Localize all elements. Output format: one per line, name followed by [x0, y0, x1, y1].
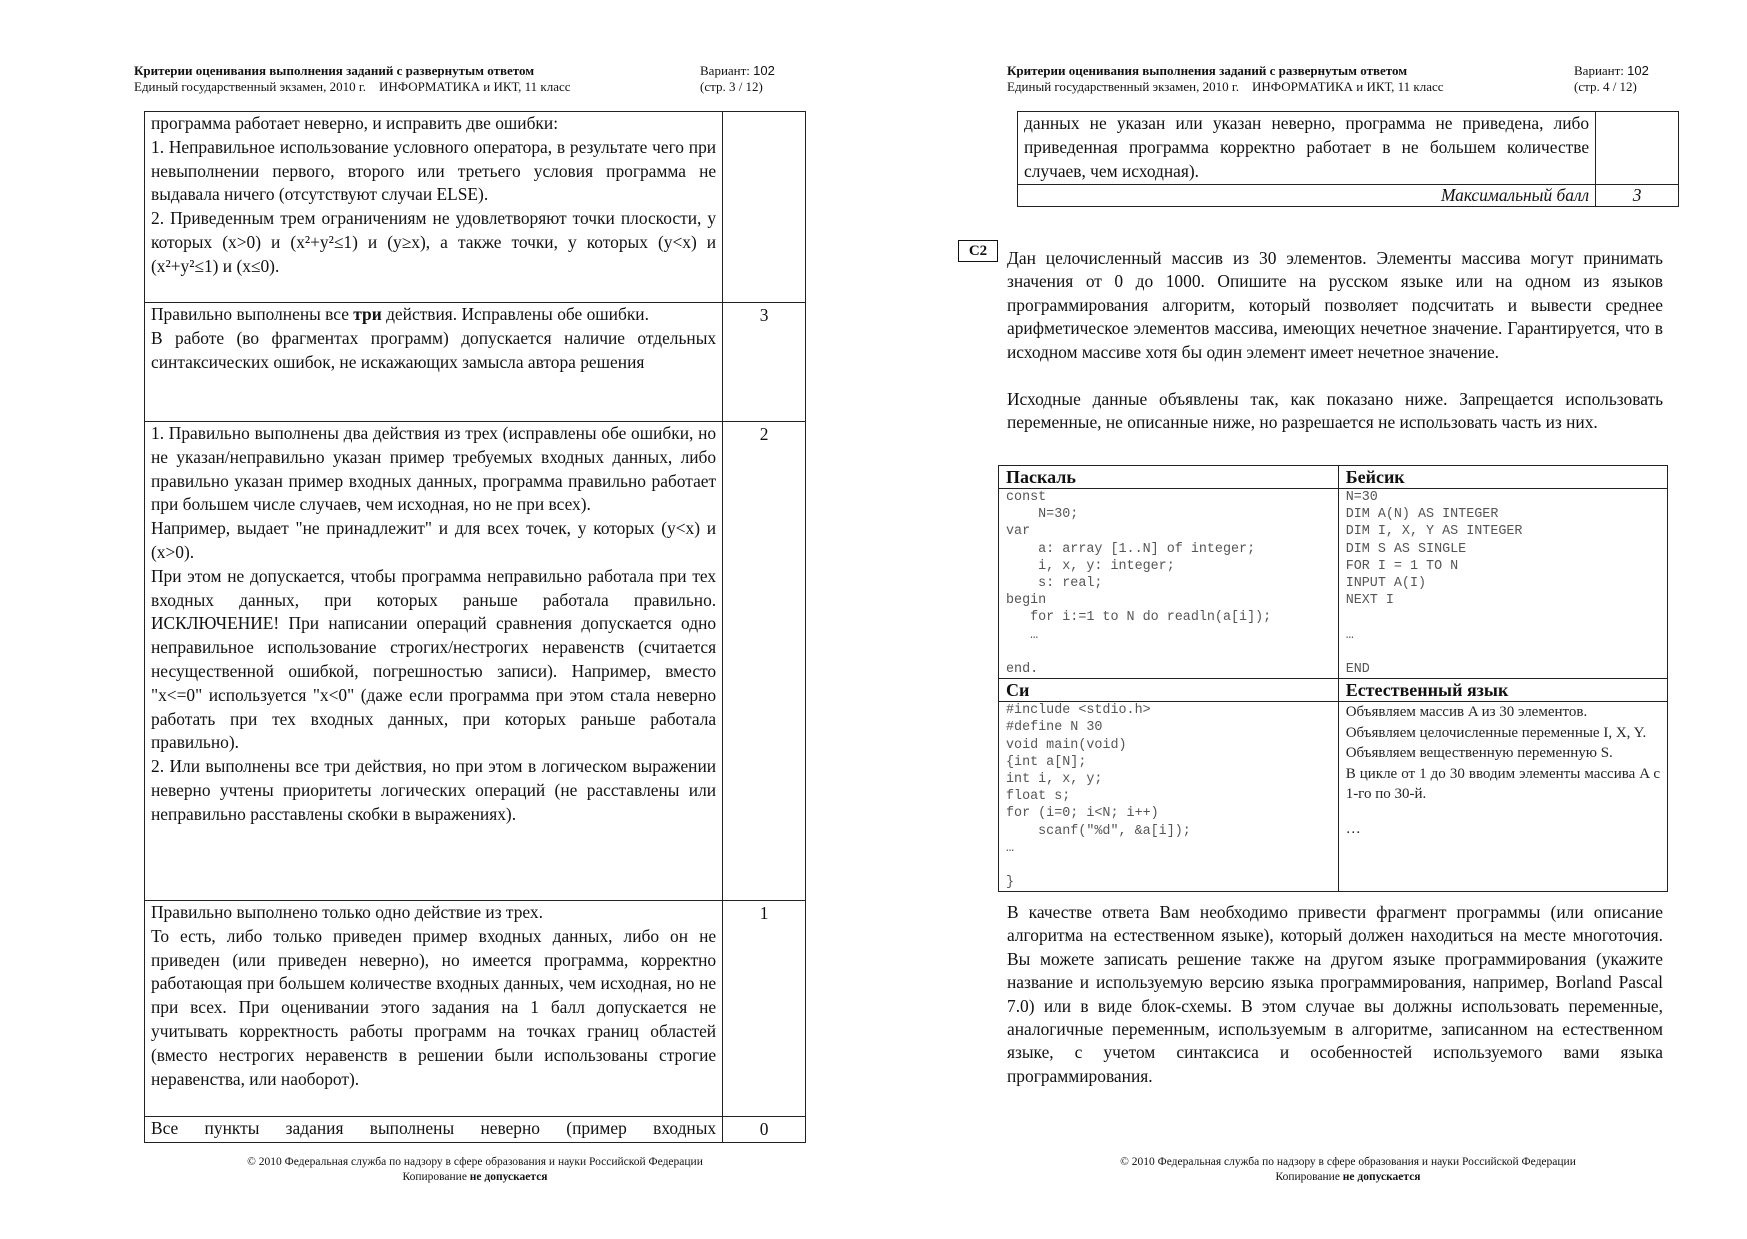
left-page	[0, 0, 870, 1239]
task-constraints: Исходные данные объявлены так, как показано ниже. Запрещается использовать переменные, не описанные ниже, но разрешается не использовать часть из них.	[1007, 389, 1663, 433]
row-text: 2. Или выполнены все три действия, но при этом в логическом выражении неверно учтены приоритеты логических операций (не расставлены или неправильно расставлены скобки в выражениях).	[151, 756, 717, 824]
natural-line: Объявляем вещественную переменную S.	[1345, 745, 1613, 762]
natural-line: В цикле от 1 до 30 вводим элементы массива A с 1-го по 30-й.	[1345, 765, 1660, 803]
row-text: Правильно выполнено только одно действие из трех.	[151, 902, 543, 922]
header-title: Критерии оценивания выполнения заданий с развернутым ответом	[1007, 63, 1408, 78]
task-statement: Дан целочисленный массив из 30 элементов. Элементы массива могут принимать значения от 0 до 1000. Опишите на русском языке или на одном из языков программирования алгоритм, который позволяет подсчитать и вывести среднее арифметическое элементов массива, имеющих нечетное значение. Гарантируется, что в исходном массиве хотя бы один элемент имеет нечетное значение.	[1007, 248, 1663, 362]
criteria-row	[145, 303, 806, 422]
copyright: © 2010 Федеральная служба по надзору в сфере образования и науки Российской Федерации	[1120, 1156, 1576, 1168]
row-text: 1. Неправильное использование условного оператора, в результате чего при невыполнении первого, второго или третьего условия программа не выдавала ничего (отсутствуют случаи ELSE).	[151, 136, 717, 205]
criteria-table	[144, 111, 806, 1143]
right-page	[870, 0, 1747, 1239]
natural-line: …	[1345, 820, 1361, 837]
row-text: данных не указан или указан неверно, программа не приведена, либо приведенная программа корректно работает в не большем количестве случаев, чем исходная).	[1018, 112, 1596, 185]
score-cell	[723, 112, 806, 303]
row-text: При этом не допускается, чтобы программа неправильно работала при тех входных данных, при которых раньше работала правильно. ИСКЛЮЧЕНИЕ! При написании операций сравнения допускается одно неправильное использование строгих/нестрогих неравенств (считается несущественной ошибкой, погрешностью записи). Например, вместо "x<=0" используется "x<0" (даже если программа при этом стала неверно работать при тех входных данных, при которых раньше работала правильно).	[151, 565, 717, 753]
copy-notice: Копирование не допускается	[402, 1171, 548, 1183]
right-header	[1007, 63, 1567, 95]
header-subtitle: Единый государственный экзамен, 2010 г. ИНФОРМАТИКА и ИКТ, 11 класс	[134, 79, 571, 94]
right-variant: Вариант: 102 (стр. 4 / 12)	[1574, 63, 1674, 95]
page-indicator: (стр. 4 / 12)	[1574, 79, 1637, 94]
copyright: © 2010 Федеральная служба по надзору в сфере образования и науки Российской Федерации	[247, 1156, 703, 1168]
row-text: Например, выдает "не принадлежит" и для всех точек, у которых (y<x) и (x>0).	[151, 518, 717, 562]
pascal-code: const N=30; var a: array [1..N] of integer; i, x, y: integer; s: real; begin for i:=1 to N do readln(a[i]); … end.	[1006, 490, 1272, 678]
score-cell	[1596, 112, 1679, 185]
criteria-row	[1018, 112, 1679, 185]
row-text: То есть, либо только приведен пример входных данных, либо он не приведен (или приведен неверно), но имеется программа, корректно работающая при большем количестве входных данных, чем исходная, но не при всех. При оценивании этого задания на 1 балл допускается не учитывать корректность работы программ на точках границ областей (вместо нестрогих неравенств в решении были использованы строгие неравенства, или наоборот).	[151, 925, 717, 1089]
criteria-row	[145, 901, 806, 1117]
criteria-row	[145, 422, 806, 901]
pascal-header: Паскаль	[999, 466, 1339, 489]
row-text: Правильно выполнены все три действия. Исправлены обе ошибки.	[151, 304, 649, 324]
max-score-label: Максимальный балл	[1018, 185, 1596, 207]
basic-header: Бейсик	[1338, 466, 1667, 489]
right-footer	[1017, 1155, 1679, 1185]
code-table-row	[999, 702, 1668, 892]
natural-line: Объявляем целочисленные переменные I, X, Y.	[1345, 724, 1647, 741]
c-code: #include <stdio.h> #define N 30 void main(void) {int a[N]; int i, x, y; float s; for (i=0; i<N; i++) scanf("%d", &a[i]); … }	[1006, 703, 1191, 891]
score-cell: 1	[723, 901, 806, 1117]
row-text: В работе (во фрагментах программ) допускается наличие отдельных синтаксических ошибок, не искажающих замысла автора решения	[151, 327, 717, 372]
score-cell: 3	[723, 303, 806, 422]
score-cell: 0	[723, 1117, 806, 1143]
natural-language-header: Естественный язык	[1338, 679, 1667, 702]
header-subtitle: Единый государственный экзамен, 2010 г. ИНФОРМАТИКА и ИКТ, 11 класс	[1007, 79, 1444, 94]
copy-notice: Копирование не допускается	[1275, 1171, 1421, 1183]
code-table	[998, 465, 1668, 892]
criteria-table-continued	[1017, 111, 1679, 207]
row-text: 1. Правильно выполнены два действия из трех (исправлены обе ошибки, но не указан/неправильно указан пример требуемых входных данных, либо правильно указан пример входных данных, программа правильно работает при большем числе случаев, чем исходная, но не при всех).	[151, 423, 717, 515]
left-variant: Вариант: 102 (стр. 3 / 12)	[700, 63, 800, 95]
task-label: C2	[958, 240, 998, 262]
row-text: Все пункты задания выполнены неверно (пример входных	[151, 1118, 717, 1138]
row-text: программа работает неверно, и исправить две ошибки:	[151, 113, 559, 133]
left-header	[134, 63, 694, 95]
left-footer	[144, 1155, 806, 1185]
answer-instructions: В качестве ответа Вам необходимо привести фрагмент программы (или описание алгоритма на естественном языке), который должен находиться на месте многоточия. Вы можете записать решение также на другом языке программирования (укажите название и используемую версию языка программирования, например, Borland Pascal 7.0) или в виде блок-схемы. В этом случае вы должны использовать переменные, аналогичные переменным, используемым в алгоритме, записанном на естественном языке, с учетом синтаксиса и особенностей используемого вами языка программирования.	[1007, 902, 1663, 1086]
row-text: 2. Приведенным трем ограничениям не удовлетворяют точки плоскости, у которых (x>0) и (x²+y²≤1) и (y≥x), а также точки, у которых (y<x) и (x²+y²≤1) и (x≤0).	[151, 208, 717, 276]
criteria-row	[145, 112, 806, 303]
page-indicator: (стр. 3 / 12)	[700, 79, 763, 94]
header-title: Критерии оценивания выполнения заданий с развернутым ответом	[134, 63, 535, 78]
score-cell: 2	[723, 422, 806, 901]
code-table-head-row	[999, 466, 1668, 489]
criteria-row	[145, 1117, 806, 1143]
code-table-head-row	[999, 679, 1668, 702]
c-header: Си	[999, 679, 1339, 702]
basic-code: N=30 DIM A(N) AS INTEGER DIM I, X, Y AS INTEGER DIM S AS SINGLE FOR I = 1 TO N INPUT A(I) NEXT I … END	[1345, 490, 1523, 678]
code-table-row	[999, 489, 1668, 679]
max-score-value: 3	[1596, 185, 1679, 207]
max-score-row	[1018, 185, 1679, 207]
natural-line: Объявляем массив A из 30 элементов.	[1345, 704, 1588, 721]
